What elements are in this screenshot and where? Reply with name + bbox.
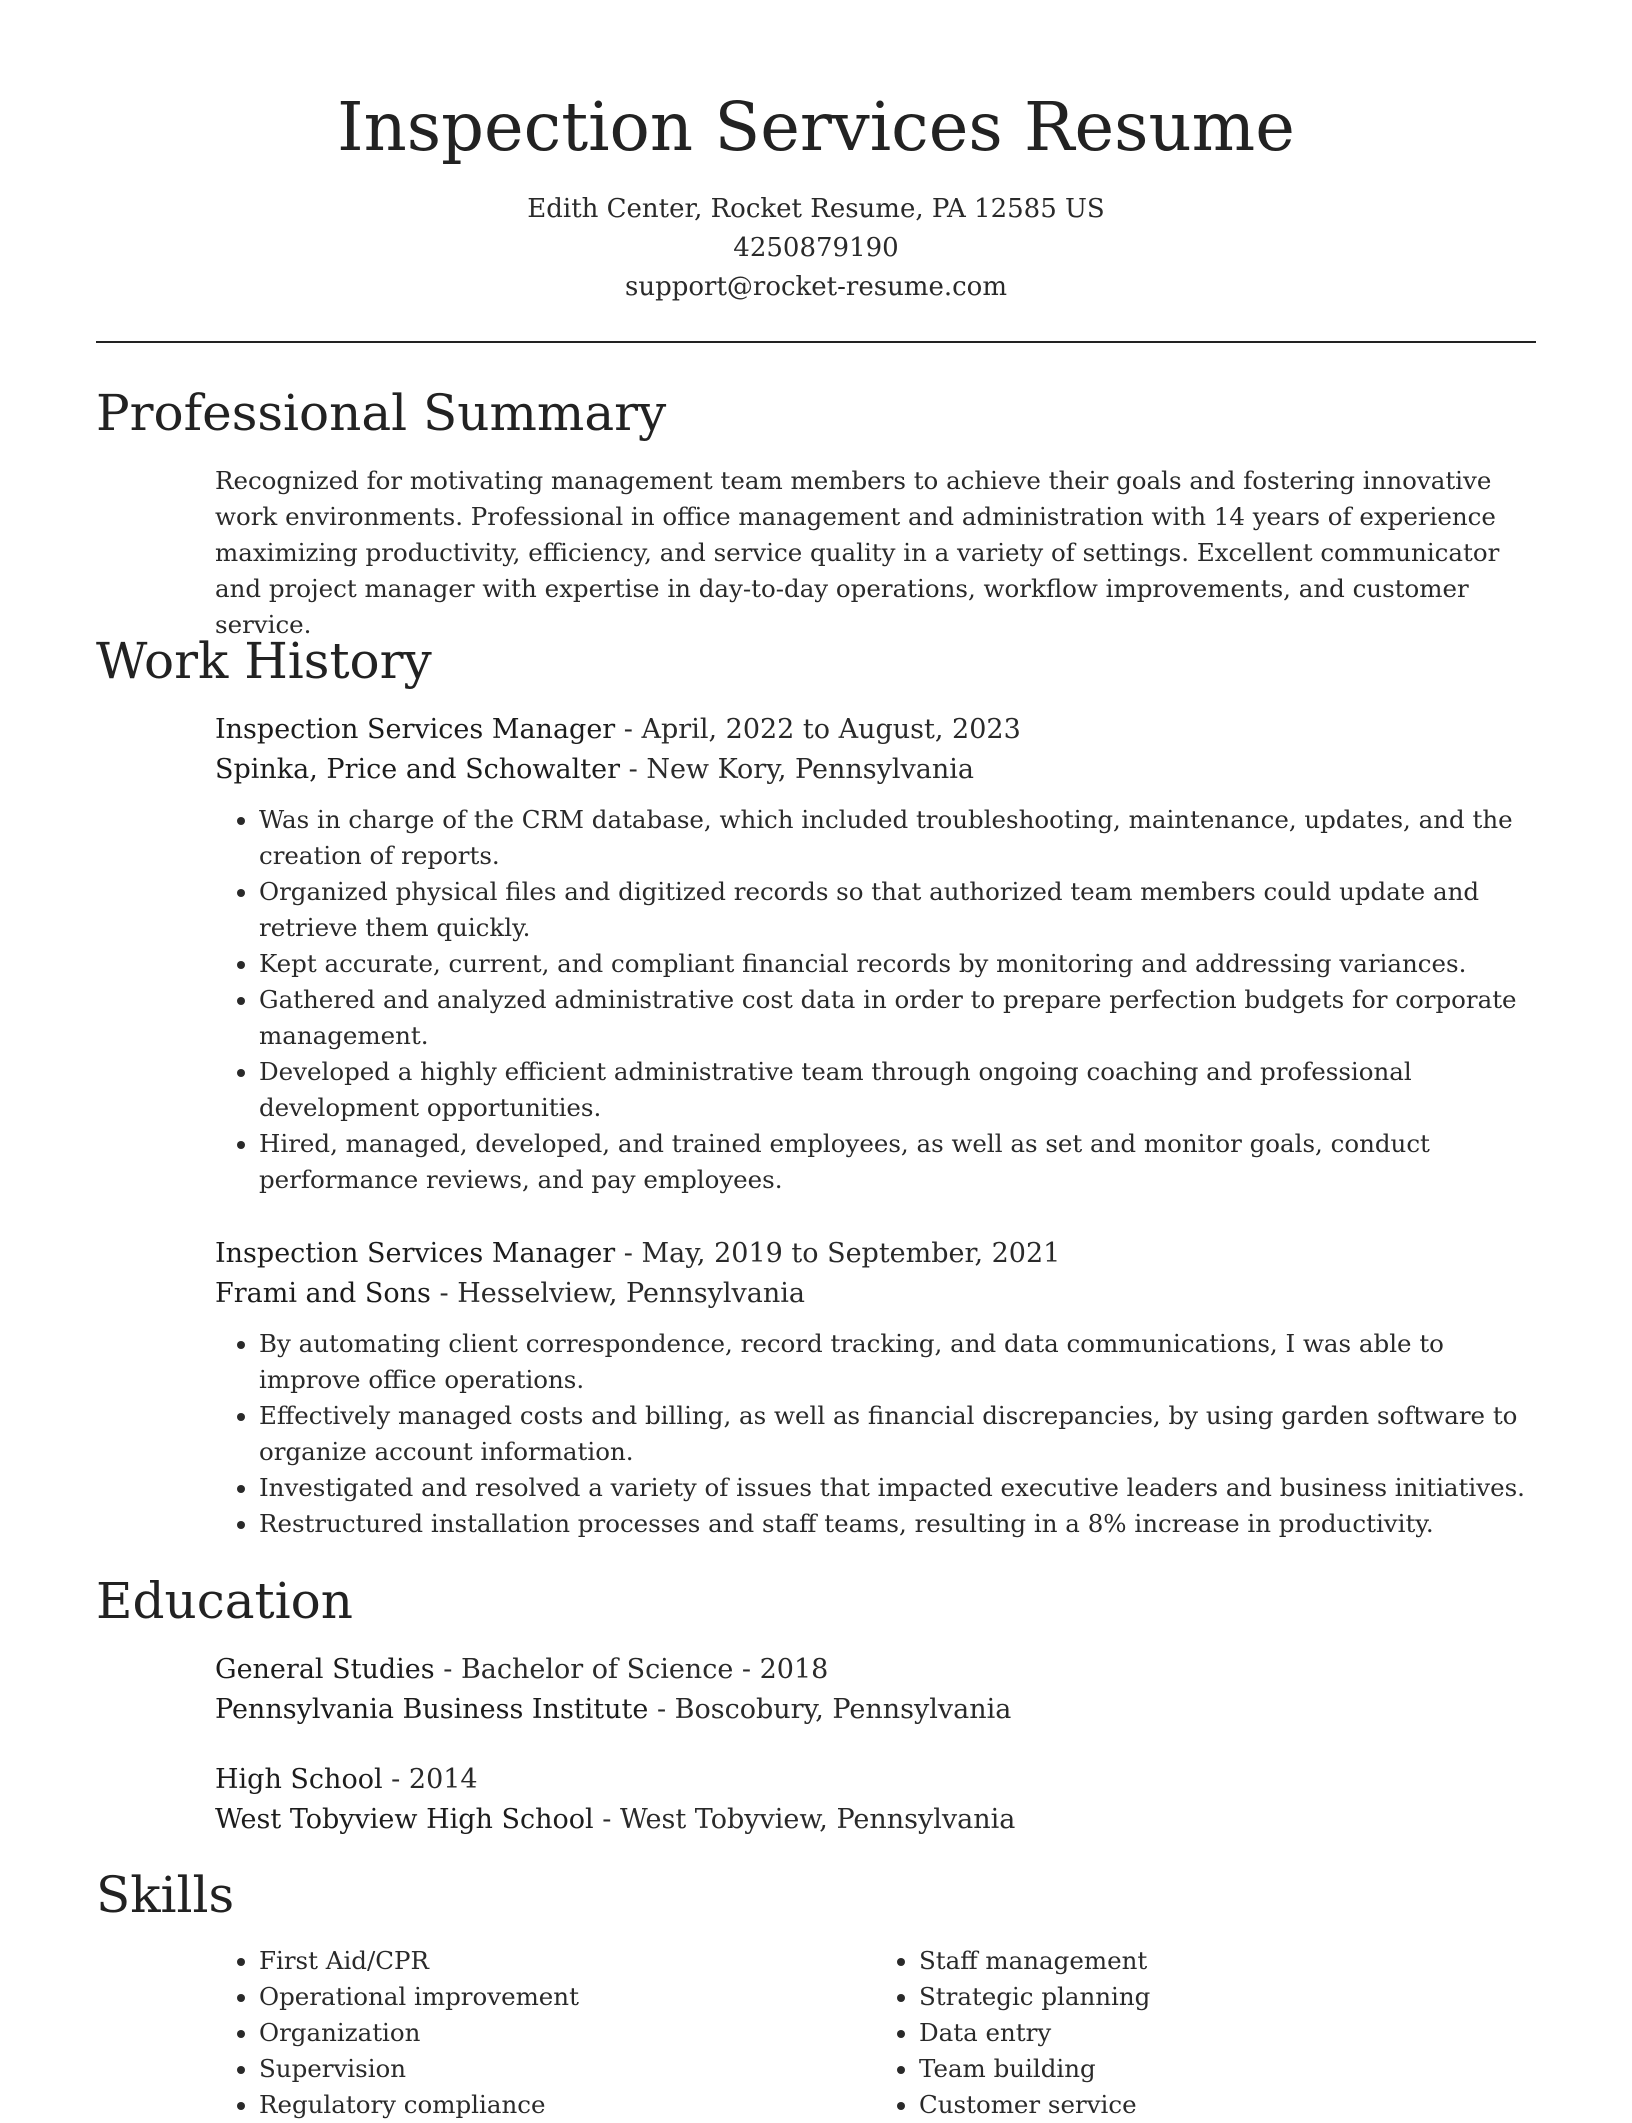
job-company: Spinka, Price and Schowalter <box>215 754 621 785</box>
job-entry <box>215 1234 1535 1542</box>
job-bullets <box>215 802 1535 1198</box>
job-title-line <box>215 710 1535 750</box>
list-item: • Hired, managed, developed, and trained employees, as well as set and monitor goals, conduct performance reviews, and pay employees. <box>259 1126 1535 1198</box>
skills-column-left <box>215 1943 875 2123</box>
list-item: • Kept accurate, current, and compliant financial records by monitoring and addressing variances. <box>259 946 1535 982</box>
skills-columns <box>215 1943 1535 2123</box>
list-item: • By automating client correspondence, record tracking, and data communications, I was able to improve office operations. <box>259 1326 1535 1398</box>
education-entry <box>215 1760 1535 1840</box>
summary-text: Recognized for motivating management team members to achieve their goals and fostering innovative work environments. Professional in office management and administration with 14 years of experience maximizing productivity, efficiency, and service quality in a variety of settings. Excellent communicator and project manager with expertise in day-to-day operations, workflow improvements, and customer service. <box>215 466 1500 639</box>
list-item: • Organized physical files and digitized records so that authorized team members could update and retrieve them quickly. <box>259 874 1535 946</box>
skills-block <box>215 1943 1535 2123</box>
job-location: New Kory, Pennsylvania <box>646 754 974 785</box>
job-location: Hesselview, Pennsylvania <box>457 1278 805 1309</box>
resume-header <box>0 0 1632 307</box>
school-line <box>215 1800 1535 1840</box>
separator: - <box>430 1278 458 1309</box>
degree-line <box>215 1760 1535 1800</box>
degree-year: 2014 <box>408 1764 478 1795</box>
skill-item: • Organization <box>259 2015 875 2051</box>
school-location: Boscobury, Pennsylvania <box>674 1694 1012 1725</box>
separator: - <box>382 1764 409 1795</box>
skill-item: • Data entry <box>919 2015 1535 2051</box>
skills-column-right <box>875 1943 1535 2123</box>
list-item: • Investigated and resolved a variety of issues that impacted executive leaders and business initiatives. <box>259 1470 1535 1506</box>
job-dates: April, 2022 to August, 2023 <box>641 714 1021 745</box>
separator: - <box>615 714 642 745</box>
list-item: • Restructured installation processes and staff teams, resulting in a 8% increase in productivity. <box>259 1506 1535 1542</box>
job-title: Inspection Services Manager <box>215 1238 616 1269</box>
skill-item: • Strategic planning <box>919 1979 1535 2015</box>
degree-line <box>215 1650 1535 1690</box>
contact-info <box>0 190 1632 307</box>
job-title: Inspection Services Manager <box>215 714 616 745</box>
degree-year: 2018 <box>759 1654 829 1685</box>
separator: - <box>434 1654 461 1685</box>
school-name: West Tobyview High School <box>215 1804 594 1835</box>
section-title-summary: Professional Summary <box>96 384 667 442</box>
list-item: • Developed a highly efficient administrative team through ongoing coaching and professional development opportunities. <box>259 1054 1535 1126</box>
job-company: Frami and Sons <box>215 1278 431 1309</box>
skill-item: • Staff management <box>919 1943 1535 1979</box>
degree-field: High School <box>215 1764 383 1795</box>
list-item: • Was in charge of the CRM database, which included troubleshooting, maintenance, updates, and the creation of reports. <box>259 802 1535 874</box>
address: Edith Center, Rocket Resume, PA 12585 US <box>527 194 1105 224</box>
skill-item: • Team building <box>919 2051 1535 2087</box>
section-title-work-history: Work History <box>96 632 432 690</box>
separator: - <box>615 1238 642 1269</box>
list-item: • Effectively managed costs and billing, as well as financial discrepancies, by using garden software to organize account information. <box>259 1398 1535 1470</box>
job-title-line <box>215 1234 1535 1274</box>
email: support@rocket-resume.com <box>624 272 1007 302</box>
header-divider <box>96 341 1536 343</box>
skill-item: • Operational improvement <box>259 1979 875 2015</box>
degree-field: General Studies <box>215 1654 435 1685</box>
separator: - <box>733 1654 760 1685</box>
job-company-line <box>215 1274 1535 1314</box>
separator: - <box>648 1694 675 1725</box>
section-title-skills: Skills <box>96 1866 235 1924</box>
list-item: • Gathered and analyzed administrative cost data in order to prepare perfection budgets for corporate management. <box>259 982 1535 1054</box>
separator: - <box>593 1804 620 1835</box>
summary-block <box>215 463 1535 643</box>
section-title-education: Education <box>96 1572 353 1630</box>
job-entry <box>215 710 1535 1198</box>
phone: 4250879190 <box>733 233 899 263</box>
school-location: West Tobyview, Pennsylvania <box>619 1804 1016 1835</box>
job-dates: May, 2019 to September, 2021 <box>641 1238 1061 1269</box>
education-entry <box>215 1650 1535 1730</box>
degree-name: Bachelor of Science <box>460 1654 734 1685</box>
skill-item: • First Aid/CPR <box>259 1943 875 1979</box>
separator: - <box>620 754 647 785</box>
skill-item: • Regulatory compliance <box>259 2087 875 2123</box>
job-company-line <box>215 750 1535 790</box>
job-bullets <box>215 1326 1535 1542</box>
skill-item: • Supervision <box>259 2051 875 2087</box>
school-line <box>215 1690 1535 1730</box>
resume-title: Inspection Services Resume <box>337 88 1295 166</box>
school-name: Pennsylvania Business Institute <box>215 1694 649 1725</box>
skill-item: • Customer service <box>919 2087 1535 2123</box>
